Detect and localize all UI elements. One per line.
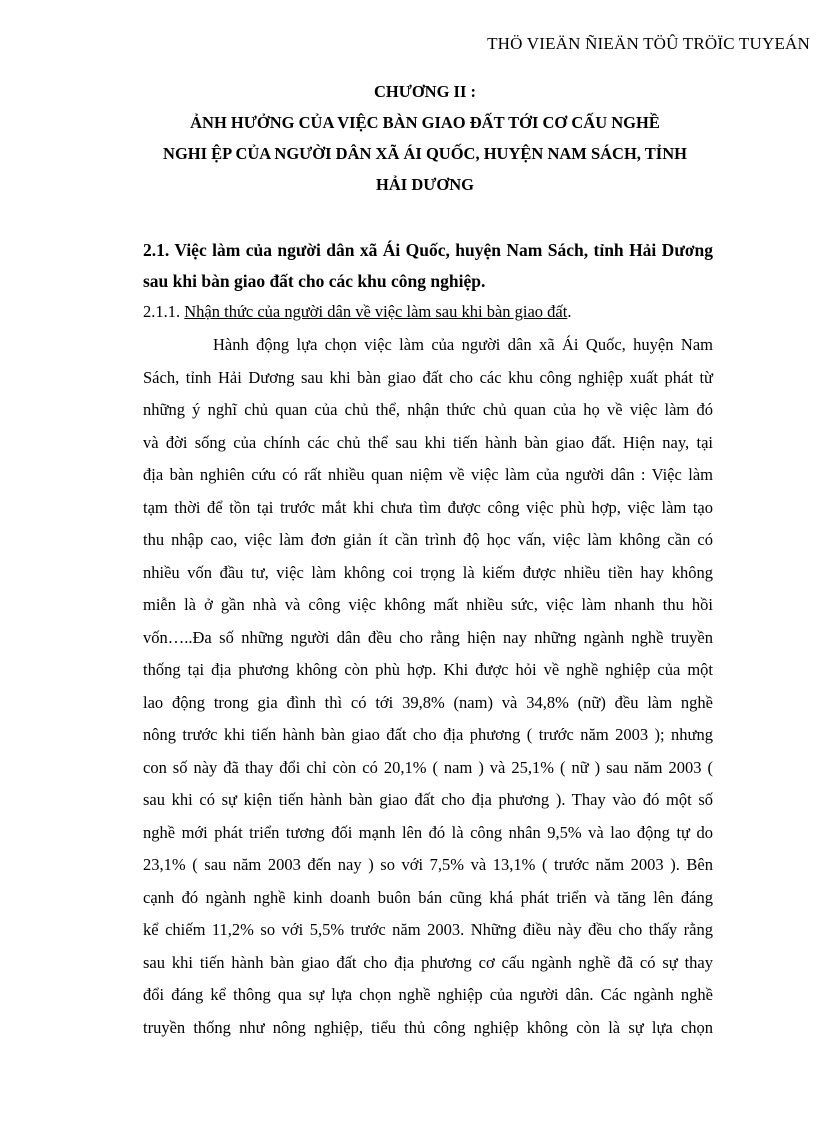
body-line: 23,1% ( sau năm 2003 đến nay ) so với 7,5% và 13,1% ( trước năm 2003 ). Bên <box>143 855 713 874</box>
section-heading-line: 2.1. Việc làm của người dân xã Ái Quốc, huyện Nam Sách, tỉnh Hải Dương <box>143 240 713 260</box>
body-line: con số này đã thay đổi chỉ còn có 20,1% ( nam ) và 25,1% ( nữ ) sau năm 2003 ( <box>143 757 713 777</box>
body-line: cạnh đó ngành nghề kinh doanh buôn bán cũng khá phát triển và tăng lên đáng <box>143 887 713 907</box>
library-watermark: THÖ VIEÄN ÑIEÄN TÖÛ TRÖÏC TUYEÁN <box>487 34 810 53</box>
body-line: đổi đáng kể thông qua sự lựa chọn nghề nghiệp của người dân. Các ngành nghề <box>143 985 713 1004</box>
subsection-number: 2.1.1. <box>143 302 185 321</box>
chapter-number: CHƯƠNG II : <box>373 82 477 101</box>
subsection-heading <box>143 297 571 327</box>
body-line: tạm thời để tồn tại trước mắt khi chưa tìm được công việc phù hợp, việc làm tạo <box>143 497 713 517</box>
body-line: kể chiếm 11,2% so với 5,5% trước năm 2003. Những điều này đều cho thấy rằng <box>143 920 713 939</box>
body-line: những ý nghĩ chủ quan của chủ thể, nhận thức chủ quan của họ về việc làm đó <box>143 400 713 419</box>
body-line: Hành động lựa chọn việc làm của người dân xã Ái Quốc, huyện Nam <box>213 335 713 354</box>
subsection-trailing: . <box>567 302 572 321</box>
body-line: nhiều vốn đầu tư, việc làm không coi trọng là kiếm được nhiều tiền hay không <box>143 562 713 582</box>
body-line: và đời sống của chính các chủ thể sau khi tiến hành bàn giao đất. Hiện nay, tại <box>143 432 713 452</box>
body-line: thống tại địa phương không còn phù hợp. Khi được hỏi về nghề nghiệp của một <box>143 660 713 679</box>
body-line: miễn là ở gần nhà và công việc không mất nhiều sức, việc làm nhanh thu hồi <box>143 595 713 614</box>
body-line: vốn…..Đa số những người dân đều cho rằng hiện nay những ngành nghề truyền <box>143 627 713 647</box>
section-heading-line: sau khi bàn giao đất cho các khu công nghiệp. <box>143 271 486 291</box>
chapter-title-line: NGHI ỆP CỦA NGƯỜI DÂN XÃ ÁI QUỐC, HUYỆN NAM SÁCH, TỈNH <box>163 144 687 163</box>
body-line: thu nhập cao, việc làm đơn giản ít cần trình độ học vấn, việc làm không cần có <box>143 530 713 549</box>
body-line: truyền thống như nông nghiệp, tiểu thủ công nghiệp không còn là sự lựa chọn <box>143 1017 713 1037</box>
subsection-title: Nhận thức của người dân về việc làm sau khi bàn giao đất <box>184 302 568 321</box>
chapter-title <box>130 76 720 200</box>
chapter-title-line: HẢI DƯƠNG <box>376 175 474 194</box>
body-line: địa bàn nghiên cứu có rất nhiều quan niệm về việc làm của người dân : Việc làm <box>143 465 713 484</box>
body-line: lao động trong gia đình thì có tới 39,8% (nam) và 34,8% (nữ) đều làm nghề <box>143 692 713 712</box>
body-line: nghề mới phát triển tương đối mạnh lên đó là công nhân 9,5% và lao động tự do <box>143 822 713 842</box>
section-heading <box>143 235 713 297</box>
body-line: sau khi tiến hành bàn giao đất cho địa phương cơ cấu ngành nghề đã có sự thay <box>143 952 713 972</box>
body-line: sau khi có sự kiện tiến hành bàn giao đất cho địa phương ). Thay vào đó một số <box>143 790 713 809</box>
body-line: Sách, tỉnh Hải Dương sau khi bàn giao đất cho các khu công nghiệp xuất phát từ <box>143 367 713 387</box>
chapter-title-line: ẢNH HƯỞNG CỦA VIỆC BÀN GIAO ĐẤT TỚI CƠ CẤU NGHỀ <box>190 113 660 132</box>
body-line: nông trước khi tiến hành bàn giao đất cho địa phương ( trước năm 2003 ); nhưng <box>143 725 713 744</box>
body-paragraph <box>143 329 713 1044</box>
